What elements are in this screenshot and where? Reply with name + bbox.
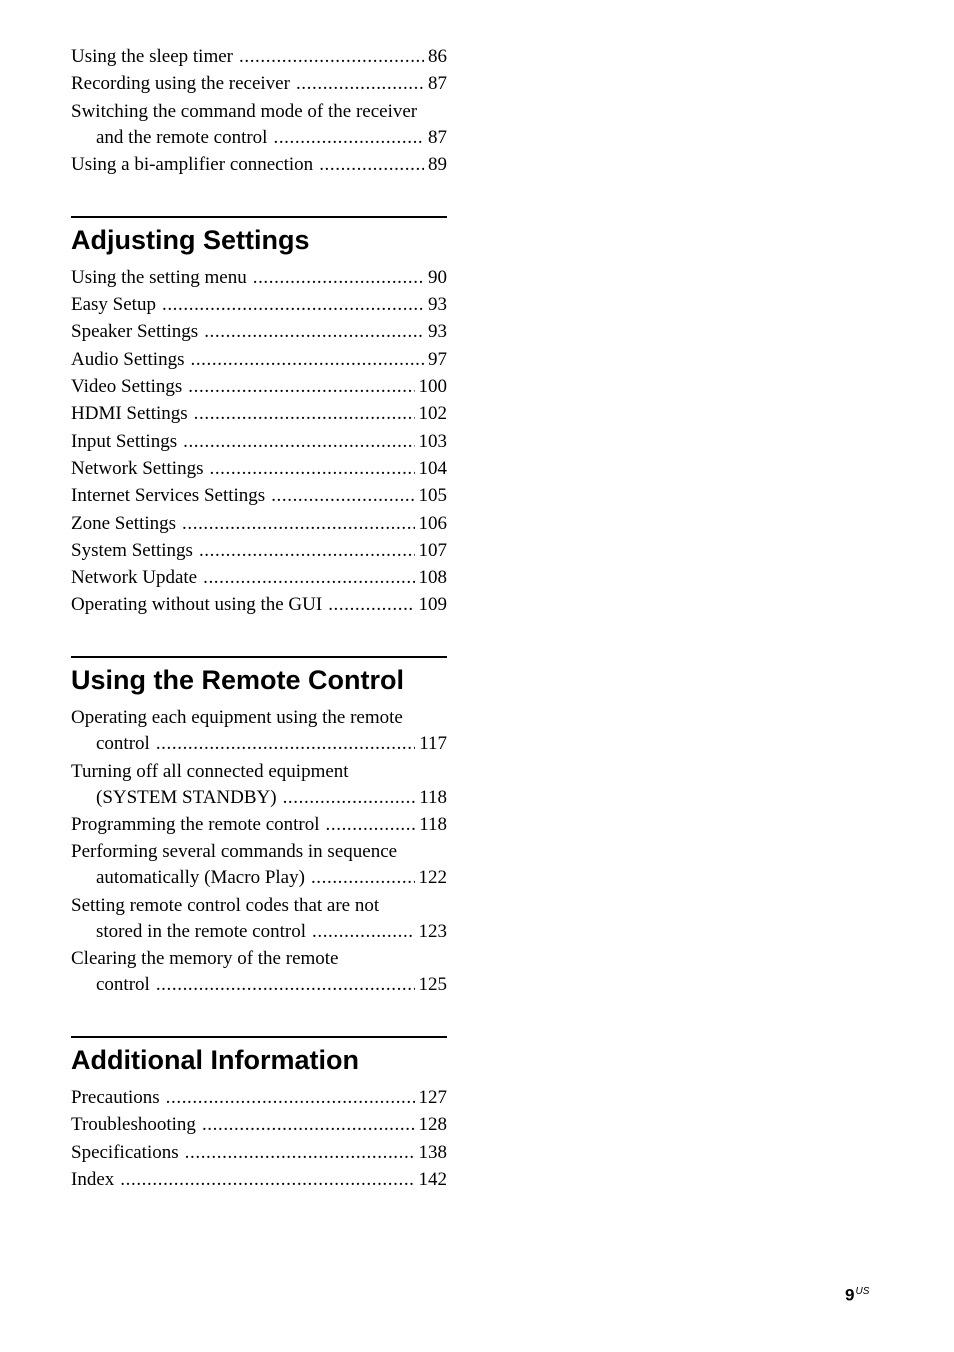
entry-row <box>71 374 447 400</box>
section-title: Adjusting Settings <box>71 224 310 255</box>
entry-row <box>71 731 447 757</box>
entry-row <box>71 565 447 591</box>
entry-row <box>71 429 447 455</box>
entry-page-number: 125 <box>418 973 447 995</box>
entry-title-line: Precautions <box>71 1086 160 1108</box>
entry-page-number: 109 <box>418 594 447 616</box>
entry-page-number: 128 <box>418 1114 447 1136</box>
dot-leader <box>271 483 414 509</box>
dot-leader <box>328 592 414 618</box>
toc-entry <box>71 483 447 509</box>
toc-entry-list <box>71 265 447 619</box>
entry-page-number: 93 <box>428 321 447 343</box>
entry-row <box>71 538 447 564</box>
toc-entry-list <box>71 1085 447 1193</box>
toc-entry <box>71 592 447 618</box>
entry-title-line: Clearing the memory of the remote <box>71 947 339 969</box>
entry-page-number: 118 <box>419 814 447 836</box>
entry-title-line: System Settings <box>71 539 193 561</box>
entry-row <box>71 292 447 318</box>
dot-leader <box>199 538 415 564</box>
entry-page-number: 108 <box>418 567 447 589</box>
entry-title-line: Specifications <box>71 1141 179 1163</box>
entry-row <box>71 812 447 838</box>
entry-title-line: Using the setting menu <box>71 266 247 288</box>
toc-section <box>71 656 447 997</box>
entry-row <box>71 265 447 291</box>
dot-leader <box>162 292 424 318</box>
entry-title-line: Input Settings <box>71 430 178 452</box>
dot-leader <box>209 456 414 482</box>
entry-title-line: Recording using the receiver <box>71 73 290 95</box>
dot-leader <box>311 865 415 891</box>
entry-page-number: 107 <box>418 539 447 561</box>
dot-leader <box>120 1167 414 1193</box>
toc-entry <box>71 1140 447 1166</box>
section-title: Using the Remote Control <box>71 665 405 696</box>
dot-leader <box>283 785 416 811</box>
entry-row <box>71 865 447 891</box>
toc-entry <box>71 265 447 291</box>
entry-title-line: Operating without using the GUI <box>71 594 323 616</box>
entry-title-line: Programming the remote control <box>71 814 320 836</box>
toc-entry <box>71 71 447 97</box>
dot-leader <box>183 429 414 455</box>
dot-leader <box>194 401 415 427</box>
entry-title-line: Video Settings <box>71 376 183 398</box>
dot-leader <box>204 319 424 345</box>
dot-leader <box>188 374 414 400</box>
entry-page-number: 105 <box>418 485 447 507</box>
toc-entry <box>71 946 447 998</box>
entry-page-number: 103 <box>418 430 447 452</box>
entry-row <box>71 592 447 618</box>
entry-row <box>71 319 447 345</box>
entry-title-line: Setting remote control codes that are not <box>71 894 380 916</box>
section-header <box>71 216 447 258</box>
entry-page-number: 123 <box>418 920 447 942</box>
entry-page-number: 89 <box>428 153 447 175</box>
entry-row <box>71 483 447 509</box>
entry-page-number: 97 <box>428 348 447 370</box>
entry-title-line: and the remote control <box>96 126 268 148</box>
toc-entry <box>71 538 447 564</box>
entry-row <box>71 347 447 373</box>
entry-page-number: 87 <box>428 73 447 95</box>
toc-entry <box>71 1167 447 1193</box>
toc-entry <box>71 893 447 945</box>
entry-page-number: 93 <box>428 294 447 316</box>
entry-title-line: Switching the command mode of the receiver <box>71 100 418 122</box>
section-title: Additional Information <box>71 1044 359 1075</box>
toc-entry <box>71 565 447 591</box>
section-header <box>71 1036 447 1078</box>
entry-title-line: Using the sleep timer <box>71 46 233 67</box>
toc-entry <box>71 1085 447 1111</box>
entry-title-line: stored in the remote control <box>96 920 306 942</box>
entry-page-number: 90 <box>428 266 447 288</box>
entry-row <box>71 972 447 998</box>
entry-title-line: Speaker Settings <box>71 321 199 343</box>
page-number <box>845 1281 869 1307</box>
entry-title-line: Zone Settings <box>71 512 177 534</box>
toc-entry <box>71 812 447 838</box>
entry-row <box>71 511 447 537</box>
entry-title-line: Turning off all connected equipment <box>71 760 349 782</box>
entry-title-line: (SYSTEM STANDBY) <box>96 786 277 808</box>
entry-title-line: control <box>96 733 150 755</box>
entry-title-line: Using a bi-amplifier connection <box>71 153 314 175</box>
dot-leader <box>296 71 424 97</box>
dot-leader <box>156 972 415 998</box>
entry-row <box>71 152 447 178</box>
entry-row <box>71 919 447 945</box>
page-number-suffix: US <box>855 1286 870 1297</box>
entry-row <box>71 785 447 811</box>
entry-page-number: 87 <box>428 126 447 148</box>
toc-entry <box>71 456 447 482</box>
entry-title-line: Troubleshooting <box>71 1114 196 1136</box>
dot-leader <box>190 347 424 373</box>
toc-section <box>71 1036 447 1193</box>
toc-section <box>71 216 447 619</box>
toc-entry-list <box>71 705 447 997</box>
entry-title-line: Network Update <box>71 567 198 589</box>
entry-row <box>71 125 447 151</box>
entry-page-number: 138 <box>418 1141 447 1163</box>
entry-page-number: 117 <box>419 733 447 755</box>
entry-row <box>71 1112 447 1138</box>
entry-page-number: 102 <box>418 403 447 425</box>
dot-leader <box>253 265 424 291</box>
dot-leader <box>326 812 416 838</box>
dot-leader <box>182 511 414 537</box>
toc-entry <box>71 99 447 151</box>
toc-section <box>71 44 447 178</box>
entry-page-number: 100 <box>418 376 447 398</box>
entry-title-line: HDMI Settings <box>71 403 188 425</box>
entry-title-line: Operating each equipment using the remote <box>71 707 403 729</box>
entry-row <box>71 71 447 97</box>
toc-entry <box>71 319 447 345</box>
toc-entry <box>71 401 447 427</box>
entry-page-number: 142 <box>418 1168 447 1190</box>
entry-title-line: control <box>96 973 150 995</box>
entry-title-line: Easy Setup <box>71 294 156 316</box>
entry-page-number: 86 <box>428 46 447 67</box>
toc-entry <box>71 374 447 400</box>
toc-entry <box>71 1112 447 1138</box>
entry-row <box>71 1085 447 1111</box>
entry-title-line: Performing several commands in sequence <box>71 841 398 863</box>
section-header <box>71 656 447 698</box>
entry-row <box>71 44 447 70</box>
toc-entry <box>71 347 447 373</box>
entry-title-line: Internet Services Settings <box>71 485 266 507</box>
entry-title-line: Index <box>71 1168 115 1190</box>
page-number-value: 9 <box>845 1285 855 1305</box>
entry-page-number: 118 <box>419 786 447 808</box>
entry-row <box>71 1167 447 1193</box>
dot-leader <box>273 125 424 151</box>
toc-entry <box>71 292 447 318</box>
dot-leader <box>202 1112 415 1138</box>
dot-leader <box>156 731 415 757</box>
entry-row <box>71 456 447 482</box>
toc-entry <box>71 839 447 891</box>
entry-page-number: 127 <box>418 1086 447 1108</box>
entry-page-number: 104 <box>418 457 447 479</box>
toc-entry <box>71 511 447 537</box>
dot-leader <box>185 1140 415 1166</box>
toc-entry <box>71 705 447 757</box>
entry-title-line: Audio Settings <box>71 348 185 370</box>
toc-entry-list <box>71 44 447 178</box>
dot-leader <box>166 1085 415 1111</box>
toc-entry <box>71 152 447 178</box>
dot-leader <box>203 565 414 591</box>
toc-entry <box>71 44 447 70</box>
dot-leader <box>239 44 424 70</box>
dot-leader <box>319 152 424 178</box>
entry-page-number: 122 <box>418 867 447 889</box>
entry-row <box>71 401 447 427</box>
toc-entry <box>71 759 447 811</box>
entry-page-number: 106 <box>418 512 447 534</box>
entry-row <box>71 1140 447 1166</box>
toc-entry <box>71 429 447 455</box>
entry-title-line: Network Settings <box>71 457 204 479</box>
table-of-contents <box>71 44 447 1231</box>
dot-leader <box>312 919 415 945</box>
entry-title-line: automatically (Macro Play) <box>96 867 305 889</box>
